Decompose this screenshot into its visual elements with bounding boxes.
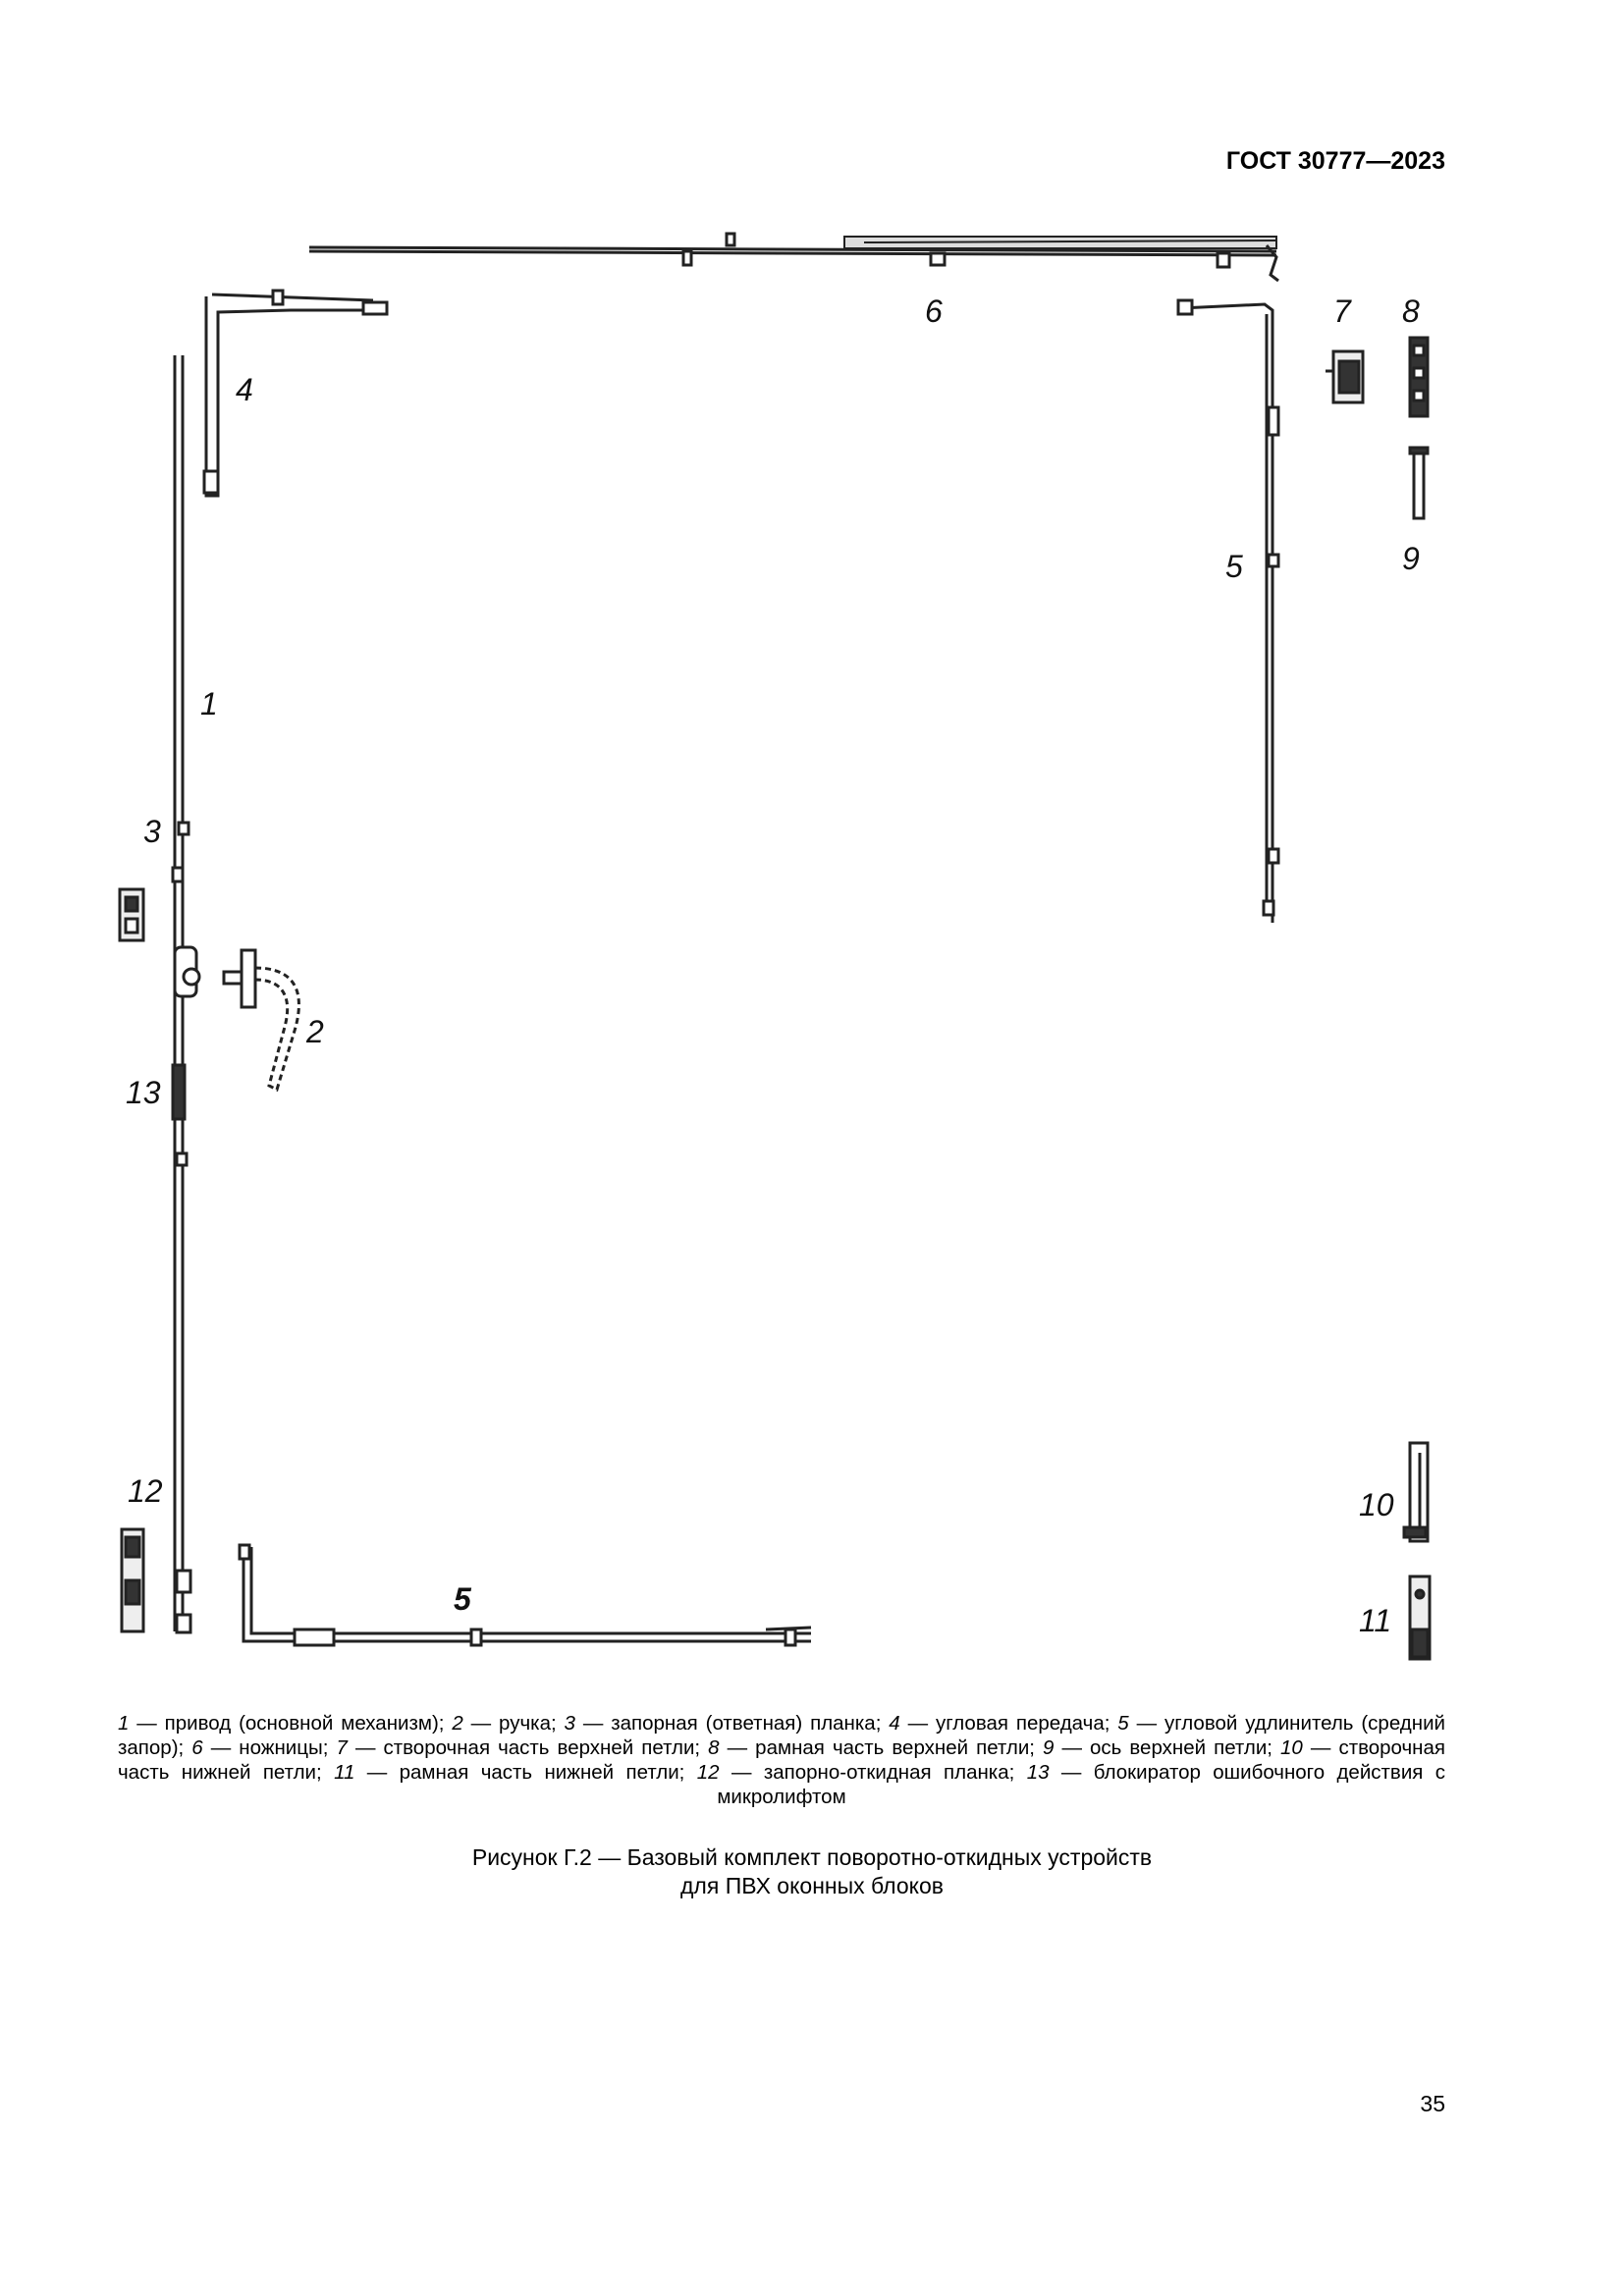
figure-label-2: 2 — [306, 1014, 324, 1049]
caption-line-2: для ПВХ оконных блоков — [680, 1873, 944, 1898]
handle-part — [224, 950, 298, 1090]
figure-label-7: 7 — [1333, 294, 1351, 329]
legend-item: 5 — угловой удлинитель (средний запор); — [118, 1712, 1445, 1759]
scissors-part — [309, 234, 1278, 281]
figure-label-6: 6 — [925, 294, 943, 329]
corner-extension-right-part — [1178, 300, 1278, 923]
legend-item: 12 — запорно-откидная планка; — [696, 1761, 1027, 1784]
figure-caption — [0, 1843, 1624, 1900]
legend-item: 6 — ножницы; — [191, 1736, 337, 1759]
legend-item: 4 — угловая передача; — [889, 1712, 1118, 1735]
legend-item: 9 — ось верхней петли; — [1043, 1736, 1281, 1759]
figure-label-10: 10 — [1359, 1487, 1394, 1522]
figure-label-3: 3 — [143, 814, 161, 849]
page-number: 35 — [1420, 2091, 1445, 2116]
figure-label-5-bottom: 5 — [454, 1581, 471, 1617]
tilt-lock-plate-part — [122, 1529, 143, 1631]
figure-label-8: 8 — [1402, 294, 1420, 329]
legend-number: 1 — [118, 1712, 130, 1735]
main-drive-part — [173, 355, 199, 1632]
figure-label-4: 4 — [236, 372, 253, 407]
corner-drive-part — [204, 291, 387, 496]
upper-hinge-axle-part — [1410, 448, 1428, 518]
figure-label-1: 1 — [200, 686, 218, 721]
corner-extension-bottom-part — [240, 1545, 811, 1645]
figure-label-5-right: 5 — [1225, 549, 1243, 584]
figure-label-13: 13 — [126, 1075, 161, 1110]
caption-line-1: Рисунок Г.2 — Базовый комплект поворотно-откидных устройств — [471, 1844, 1153, 1870]
document-id: ГОСТ 30777—2023 — [1225, 147, 1445, 175]
figure-legend — [118, 1711, 1445, 1809]
lower-hinge-sash-part — [1404, 1443, 1428, 1541]
figure-label-9: 9 — [1402, 541, 1420, 576]
legend-item: 10 — створочная часть нижней петли; — [118, 1736, 1445, 1784]
strike-plate-part — [120, 889, 143, 940]
legend-item: 3 — запорная (ответная) планка; — [564, 1712, 890, 1735]
legend-item: 13 — блокиратор ошибочного действия с микролифтом — [717, 1761, 1445, 1808]
legend-item: 11 — рамная часть нижней петли; — [334, 1761, 697, 1784]
upper-hinge-sash-part — [1326, 351, 1363, 402]
lower-hinge-frame-part — [1410, 1576, 1430, 1659]
legend-item: 1 — привод (основной механизм); — [118, 1712, 453, 1735]
upper-hinge-frame-part — [1410, 338, 1428, 416]
figure-label-12: 12 — [128, 1473, 163, 1509]
legend-item: 8 — рамная часть верхней петли; — [708, 1736, 1044, 1759]
legend-item: 7 — створочная часть верхней петли; — [336, 1736, 709, 1759]
legend-item: 2 — ручка; — [452, 1712, 565, 1735]
figure-label-11: 11 — [1359, 1603, 1392, 1638]
